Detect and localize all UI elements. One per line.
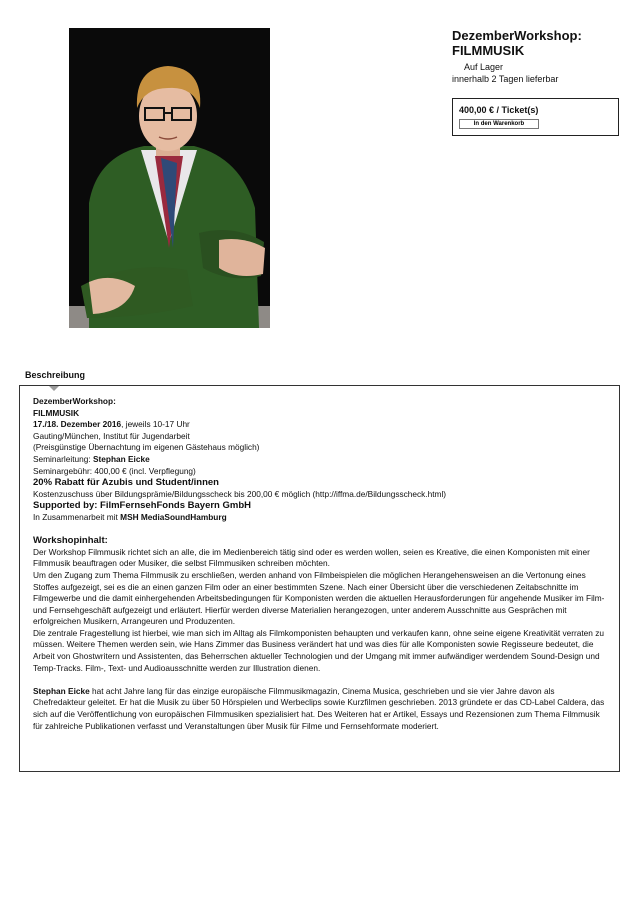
buy-box xyxy=(452,98,619,136)
desc-date xyxy=(33,419,608,431)
add-to-cart-button[interactable]: In den Warenkorb xyxy=(459,119,539,129)
desc-lodging: (Preisgünstige Übernachtung im eigenen Gästehaus möglich) xyxy=(33,442,260,453)
desc-content-heading: Workshopinhalt: xyxy=(33,535,108,547)
desc-subsidy: Kostenzuschuss über Bildungsprämie/Bildungsscheck bis 200,00 € möglich (http://iffma.de/Bildungsscheck.html) xyxy=(33,488,447,499)
product-photo xyxy=(69,28,270,328)
desc-coop-label: In Zusammenarbeit mit xyxy=(33,511,121,522)
desc-para3: Die zentrale Fragestellung ist hierbei, wie man sich im Alltag als Filmkomponisten behaupten und verkaufen kann, ohne seine eigene Kreativität verraten zu müssen. Weitere Themen werden sein, wie Hans Zimmer das Business verändert hat und was dies für alle Komponisten sowie Regisseure bedeutet, die Arbeit von Ghostwritern und Assistenten, das Beherrschen aktueller Technologien und der Umgang mit immer aufwändiger werdendem Sound-Design und Temp-Tracks. Film-, Text- und Audioausschnitte werden zur Illustration dienen. xyxy=(33,627,604,673)
tab-indicator-icon xyxy=(49,386,59,391)
description-panel xyxy=(19,385,620,772)
stock-status: Auf Lager xyxy=(464,62,504,72)
desc-fee: Seminargebühr: 400,00 € (incl. Verpflegung) xyxy=(33,465,196,476)
desc-lead xyxy=(33,454,608,466)
desc-bio-rest: hat acht Jahre lang für das einzige europäische Filmmusikmagazin, Cinema Musica, geschrieben und sie vier Jahre davon als Chefredakteur geleitet. Er hat die Musik zu über 50 Hörspielen und Werbeclips sowie Kurzfilmen geschrieben. 2013 gründete er das CD-Label Caldera, das sich auf die Veröffentlichung von europäischen Filmmusiken spezialisiert hat. Des Weiteren hat er Artikel, Essays und Rezensionen zum Thema Filmmusik für zahlreiche Publikationen verfasst und Veranstaltungen über Musik für Filme und Fernsehformate moderiert. xyxy=(33,685,605,731)
desc-title-line2: FILMMUSIK xyxy=(33,407,80,418)
description-text xyxy=(33,396,608,732)
product-title xyxy=(452,28,582,58)
desc-para2: Um den Zugang zum Thema Filmmusik zu erschließen, werden anhand von Filmbeispielen die möglichen Herangehensweisen an die Vertonung eines Stoffes aufgezeigt, sei es die an einen ganzen Film oder an einer bestimmten Szene. Nach einer Übersicht über die verschiedenen Zeitabschnitte im Filmgewerbe und die damit einhergehenden Arbeitsbedingungen für Komponisten werden die aktuellen Herausforderungen für angehende Musiker im Film- und Fernsehgeschäft aufgezeigt und erläutert. Hierfür werden diverse Materialien herangezogen, unter anderem Ausschnitte aus Gesprächen mit erfolgreichen Musikern, Arrangeuren und Produzenten. xyxy=(33,569,605,627)
desc-location: Gauting/München, Institut für Jugendarbeit xyxy=(33,430,190,441)
product-title-line2: FILMMUSIK xyxy=(452,43,525,58)
desc-date-bold: 17./18. Dezember 2016 xyxy=(33,419,122,430)
desc-lead-name: Stephan Eicke xyxy=(92,453,150,464)
desc-para1: Der Workshop Filmmusik richtet sich an alle, die im Medienbereich tätig sind oder es werden wollen, seien es Kreative, die einen Komponisten mit einer Filmmusik beauftragen oder Musiker, die selbst Filmmusiken schreiben möchten. xyxy=(33,546,590,569)
desc-discount: 20% Rabatt für Azubis und Student/innen xyxy=(33,477,219,489)
spacer xyxy=(33,524,608,536)
desc-supported: Supported by: FilmFernsehFonds Bayern GmbH xyxy=(33,500,251,512)
desc-coop xyxy=(33,512,608,524)
desc-title-line1: DezemberWorkshop: xyxy=(33,396,116,406)
tab-description[interactable]: Beschreibung xyxy=(25,370,86,380)
desc-lead-label: Seminarleitung: xyxy=(33,453,93,464)
price-label: 400,00 € / Ticket(s) xyxy=(459,105,539,115)
spacer xyxy=(33,674,608,686)
desc-bio xyxy=(33,686,608,732)
desc-coop-name: MSH MediaSoundHamburg xyxy=(120,511,227,522)
desc-bio-name: Stephan Eicke xyxy=(33,685,90,696)
delivery-info: innerhalb 2 Tagen lieferbar xyxy=(452,74,559,84)
product-title-line1: DezemberWorkshop: xyxy=(452,28,582,43)
desc-date-rest: , jeweils 10-17 Uhr xyxy=(121,419,190,430)
